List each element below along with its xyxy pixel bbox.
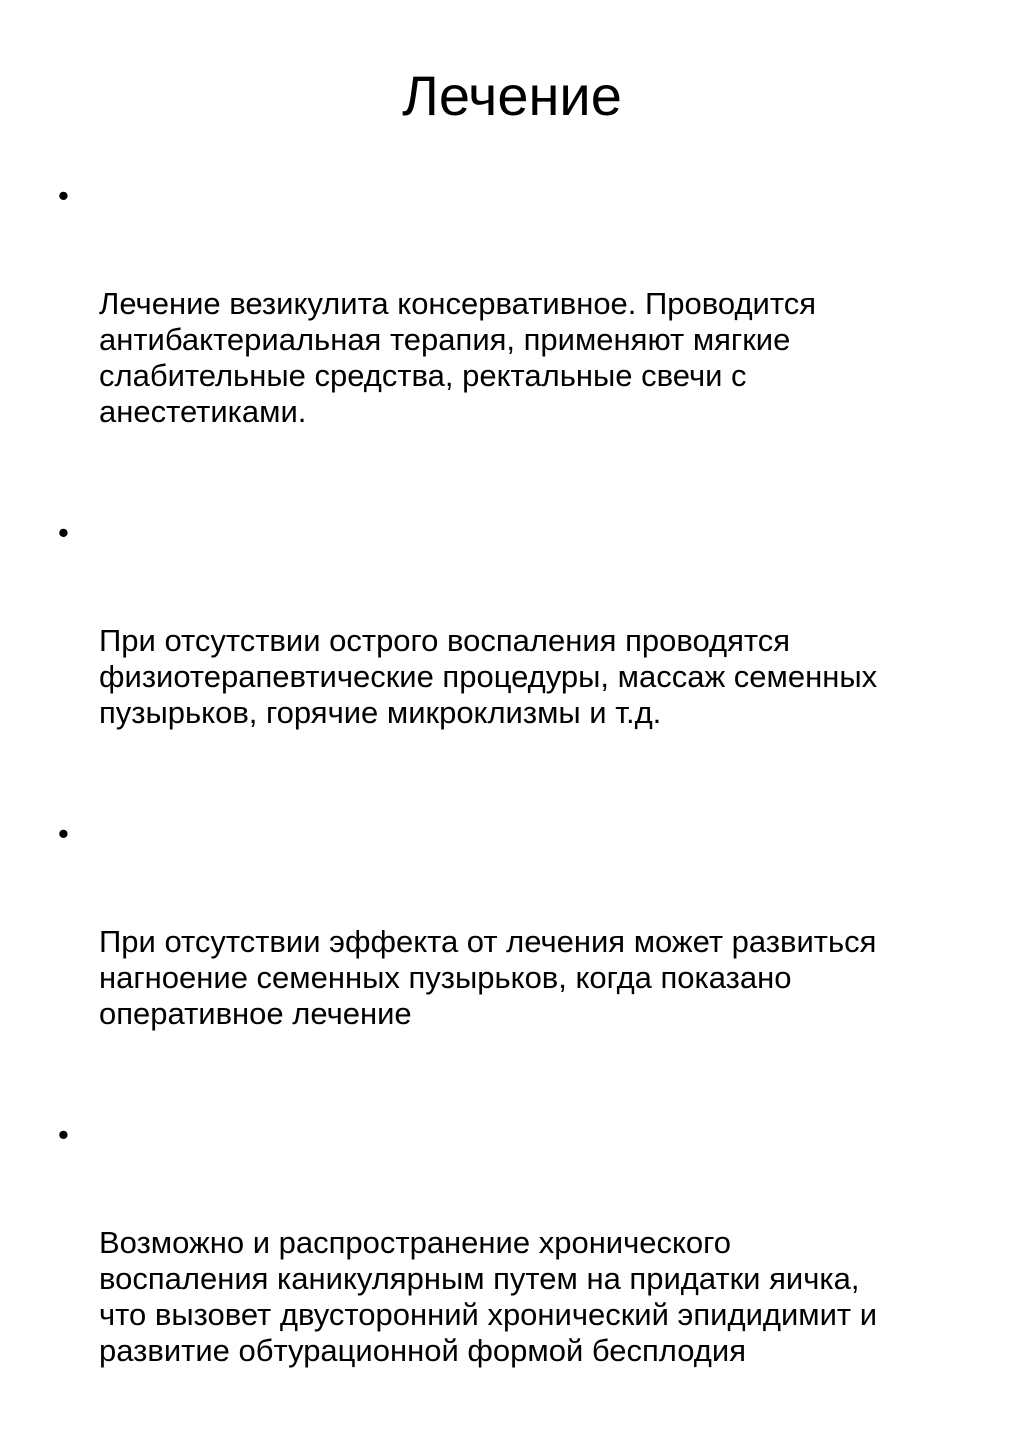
bullet-list [58,178,988,1454]
bullet-dot-icon: • [58,178,69,213]
bullet-item [58,816,988,1104]
bullet-text: При отсутствии острого воспаления проводятся физиотерапевтические процедуры, массаж семенных пузырьков, горячие микроклизмы и т.д. [99,623,878,730]
bullet-dot-icon: • [58,515,69,550]
bullet-text: При отсутствии эффекта от лечения может развиться нагноение семенных пузырьков, когда показано оперативное лечение [99,924,877,1031]
bullet-item [58,178,988,502]
bullet-dot-icon: • [58,1117,69,1152]
bullet-item [58,515,988,803]
bullet-item [58,1117,988,1441]
bullet-text: Возможно и распространение хронического воспаления каникулярным путем на придатки яичка, что вызовет двусторонний хронический эпидидимит и развитие обтурационной формой бесплодия [99,1225,878,1368]
bullet-dot-icon: • [58,816,69,851]
slide-title: Лечение [402,64,622,127]
bullet-text: Лечение везикулита консервативное. Проводится антибактериальная терапия, применяют мягкие слабительные средства, ректальные свечи с анестетиками. [99,286,817,429]
